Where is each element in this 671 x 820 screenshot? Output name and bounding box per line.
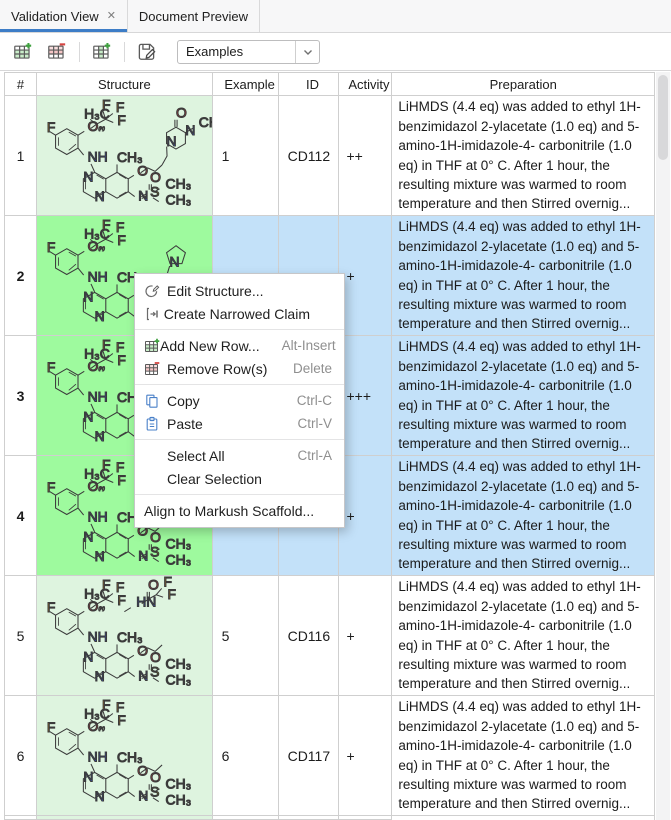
chemical-structure-drawing xyxy=(37,96,212,215)
tab-document-preview[interactable] xyxy=(128,0,260,32)
edit-structure-icon xyxy=(144,283,167,299)
chemical-structure-drawing xyxy=(37,576,212,695)
menu-item-create-narrowed-claim[interactable] xyxy=(135,302,344,325)
table-row xyxy=(5,696,655,816)
remove-row-button[interactable] xyxy=(42,39,70,65)
preparation-text: LiHMDS (4.4 eq) was added to ethyl 1H-benzimidazol 2-ylacetate (1.0 eq) and 5-amino-1H-imidazole-4- carbonitrile (1.0 eq) in THF at 0° C. After 1 hour, the resulting mixture was warmed to room temperature and then Stirred overnig... xyxy=(398,339,641,452)
preparation-cell[interactable] xyxy=(392,576,655,696)
menu-item-edit-structure[interactable] xyxy=(135,279,344,302)
preparation-cell[interactable] xyxy=(392,696,655,816)
row-number-cell[interactable]: 6 xyxy=(5,696,37,816)
menu-item-shortcut: Ctrl-A xyxy=(297,448,332,463)
table-row xyxy=(5,96,655,216)
add-row-icon xyxy=(144,338,160,354)
example-cell[interactable] xyxy=(213,816,279,820)
row-number-cell[interactable]: 4 xyxy=(5,456,37,576)
menu-separator xyxy=(135,329,344,330)
preparation-text: LiHMDS (4.4 eq) was added to ethyl 1H-benzimidazol 2-ylacetate (1.0 eq) and 5-amino-1H-imidazole-4- carbonitrile (1.0 eq) in THF at 0° C. After 1 hour, the resulting mixture was warmed to room temperature and then Stirred overnig... xyxy=(398,579,641,692)
menu-item-shortcut: Ctrl-C xyxy=(296,393,332,408)
add-row-button[interactable] xyxy=(8,39,36,65)
structure-cell[interactable] xyxy=(37,816,213,820)
id-cell[interactable]: CD112 xyxy=(279,96,339,216)
menu-separator xyxy=(135,384,344,385)
toolbar-separator xyxy=(79,42,80,62)
preparation-text: LiHMDS (4.4 eq) was added to ethyl 1H-benzimidazol 2-ylacetate (1.0 eq) and 5-amino-1H-imidazole-4- carbonitrile (1.0 eq) in THF at 0° C. After 1 hour, the resulting mixture was warmed to room temperature and then Stirred overnig... xyxy=(398,219,641,332)
table-add-row-icon xyxy=(13,42,32,61)
activity-cell[interactable]: + xyxy=(339,696,393,816)
activity-cell[interactable]: ++ xyxy=(339,96,393,216)
save-edit-button[interactable] xyxy=(132,39,160,65)
structure-cell[interactable] xyxy=(37,96,213,216)
menu-item-add-new-row[interactable] xyxy=(135,334,344,357)
menu-item-align-to-markush-scaffold[interactable] xyxy=(135,499,344,522)
remove-row-icon xyxy=(144,361,167,377)
example-cell[interactable]: 1 xyxy=(213,96,279,216)
menu-item-label: Create Narrowed Claim xyxy=(163,305,310,322)
preparation-cell[interactable] xyxy=(392,96,655,216)
id-cell[interactable]: CD117 xyxy=(279,696,339,816)
save-edit-icon xyxy=(137,42,156,61)
row-number-cell[interactable] xyxy=(5,816,37,820)
context-menu xyxy=(134,273,345,528)
table-add-column-icon xyxy=(92,42,111,61)
table-row-partial xyxy=(5,816,655,820)
id-cell[interactable]: CD116 xyxy=(279,576,339,696)
menu-separator xyxy=(135,494,344,495)
column-header-activity[interactable]: Activity xyxy=(339,72,393,96)
column-header-example[interactable]: Example xyxy=(213,72,279,96)
preparation-cell[interactable] xyxy=(392,336,655,456)
tab-label: Document Preview xyxy=(138,8,249,24)
menu-item-label: Align to Markush Scaffold... xyxy=(144,502,315,519)
toolbar xyxy=(0,33,671,71)
view-selector-dropdown[interactable] xyxy=(177,40,320,64)
create-narrowed-claim-icon xyxy=(144,306,164,322)
chemical-structure-drawing xyxy=(37,696,212,815)
toolbar-separator xyxy=(124,42,125,62)
menu-item-remove-row-s[interactable] xyxy=(135,357,344,380)
table-header xyxy=(5,72,655,96)
view-selector-value: Examples xyxy=(186,44,244,59)
table-row xyxy=(5,576,655,696)
preparation-cell[interactable] xyxy=(392,216,655,336)
menu-item-paste[interactable] xyxy=(135,412,344,435)
activity-cell[interactable]: + xyxy=(339,576,393,696)
column-header-structure[interactable]: Structure xyxy=(37,72,213,96)
activity-cell[interactable] xyxy=(339,816,393,820)
row-number-cell[interactable]: 3 xyxy=(5,336,37,456)
row-number-cell[interactable]: 1 xyxy=(5,96,37,216)
column-header-row-number[interactable]: # xyxy=(5,72,37,96)
tab-validation-view[interactable] xyxy=(0,0,128,32)
menu-item-label: Remove Row(s) xyxy=(167,360,268,377)
activity-cell[interactable]: + xyxy=(339,456,393,576)
menu-item-copy[interactable] xyxy=(135,389,344,412)
add-column-button[interactable] xyxy=(87,39,115,65)
vertical-scrollbar[interactable] xyxy=(656,72,670,820)
menu-item-select-all[interactable] xyxy=(135,444,344,467)
preparation-cell[interactable] xyxy=(392,816,655,820)
menu-item-label: Select All xyxy=(167,447,225,464)
menu-item-shortcut: Ctrl-V xyxy=(297,416,332,431)
activity-cell[interactable]: + xyxy=(339,216,393,336)
menu-item-label: Copy xyxy=(167,392,200,409)
chevron-down-icon xyxy=(295,41,319,63)
table-remove-row-icon xyxy=(47,42,66,61)
example-cell[interactable]: 5 xyxy=(213,576,279,696)
activity-cell[interactable]: +++ xyxy=(339,336,393,456)
copy-icon xyxy=(144,393,167,409)
structure-cell[interactable] xyxy=(37,576,213,696)
tab-bar xyxy=(0,0,671,33)
column-header-preparation[interactable]: Preparation xyxy=(392,72,655,96)
menu-item-label: Add New Row... xyxy=(160,337,260,354)
menu-item-label: Edit Structure... xyxy=(167,282,264,299)
menu-item-clear-selection[interactable] xyxy=(135,467,344,490)
example-cell[interactable]: 6 xyxy=(213,696,279,816)
menu-item-shortcut: Delete xyxy=(292,361,332,376)
paste-icon xyxy=(144,416,167,432)
row-number-cell[interactable]: 2 xyxy=(5,216,37,336)
menu-separator xyxy=(135,439,344,440)
preparation-text: LiHMDS (4.4 eq) was added to ethyl 1H-benzimidazol 2-ylacetate (1.0 eq) and 5-amino-1H-imidazole-4- carbonitrile (1.0 eq) in THF at 0° C. After 1 hour, the resulting mixture was warmed to room temperature and then Stirred overnig... xyxy=(398,99,641,212)
row-number-cell[interactable]: 5 xyxy=(5,576,37,696)
close-icon[interactable]: ✕ xyxy=(106,9,116,22)
tab-label: Validation View xyxy=(11,8,99,24)
id-cell[interactable] xyxy=(279,816,339,820)
preparation-text: LiHMDS (4.4 eq) was added to ethyl 1H-benzimidazol 2-ylacetate (1.0 eq) and 5-amino-1H-imidazole-4- carbonitrile (1.0 eq) in THF at 0° C. After 1 hour, the resulting mixture was warmed to room temperature and then Stirred overnig... xyxy=(398,459,641,572)
structure-cell[interactable] xyxy=(37,696,213,816)
preparation-text: LiHMDS (4.4 eq) was added to ethyl 1H-benzimidazol 2-ylacetate (1.0 eq) and 5-amino-1H-imidazole-4- carbonitrile (1.0 eq) in THF at 0° C. After 1 hour, the resulting mixture was warmed to room temperature and then Stirred overnig... xyxy=(398,699,641,812)
menu-item-shortcut: Alt-Insert xyxy=(281,338,336,353)
menu-item-label: Clear Selection xyxy=(167,470,262,487)
menu-item-label: Paste xyxy=(167,415,203,432)
preparation-cell[interactable] xyxy=(392,456,655,576)
scrollbar-thumb[interactable] xyxy=(658,75,668,160)
column-header-id[interactable]: ID xyxy=(279,72,339,96)
